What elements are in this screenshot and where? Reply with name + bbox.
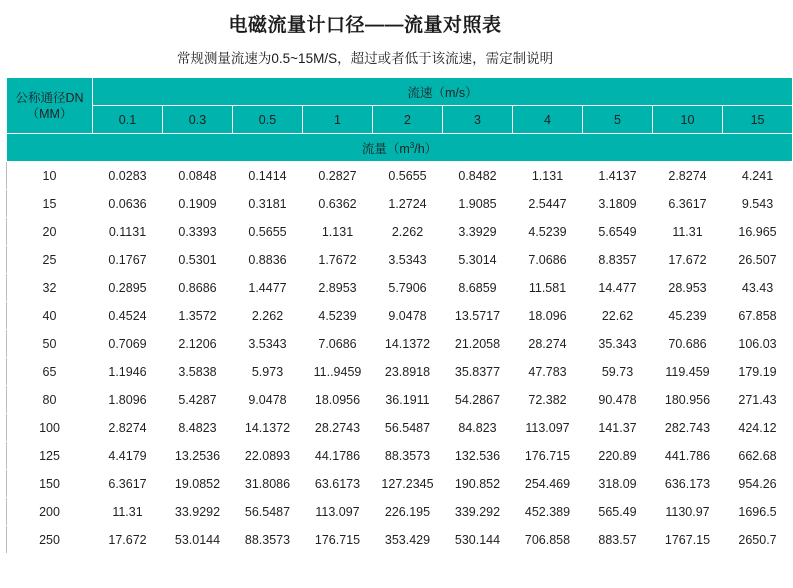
cell-flow: 6.3617 [93, 470, 163, 498]
cell-flow: 0.3393 [163, 218, 233, 246]
cell-flow: 662.68 [723, 442, 793, 470]
table-row [7, 386, 793, 414]
cell-flow: 3.5343 [373, 246, 443, 274]
dn-label-line2: （MM） [26, 106, 73, 121]
cell-flow: 11.31 [653, 218, 723, 246]
cell-flow: 56.5487 [373, 414, 443, 442]
cell-flow: 5.4287 [163, 386, 233, 414]
cell-flow: 353.429 [373, 526, 443, 554]
table-row [7, 330, 793, 358]
cell-flow: 0.3181 [233, 190, 303, 218]
cell-flow: 220.89 [583, 442, 653, 470]
cell-dn: 125 [7, 442, 93, 470]
cell-dn: 250 [7, 526, 93, 554]
cell-flow: 318.09 [583, 470, 653, 498]
cell-dn: 15 [7, 190, 93, 218]
cell-flow: 13.2536 [163, 442, 233, 470]
cell-flow: 8.6859 [443, 274, 513, 302]
cell-flow: 176.715 [303, 526, 373, 554]
cell-flow: 113.097 [303, 498, 373, 526]
cell-flow: 45.239 [653, 302, 723, 330]
cell-flow: 441.786 [653, 442, 723, 470]
cell-flow: 3.5838 [163, 358, 233, 386]
cell-flow: 4.5239 [303, 302, 373, 330]
cell-flow: 11..9459 [303, 358, 373, 386]
table-row [7, 302, 793, 330]
column-header-velocity-4: 2 [373, 106, 443, 134]
cell-flow: 59.73 [583, 358, 653, 386]
cell-flow: 17.672 [93, 526, 163, 554]
cell-dn: 80 [7, 386, 93, 414]
cell-flow: 28.274 [513, 330, 583, 358]
column-header-velocity-1: 0.3 [163, 106, 233, 134]
cell-flow: 1.9085 [443, 190, 513, 218]
cell-flow: 954.26 [723, 470, 793, 498]
column-header-velocity-8: 10 [653, 106, 723, 134]
cell-flow: 1.7672 [303, 246, 373, 274]
column-group-header-flow [7, 134, 793, 162]
cell-flow: 452.389 [513, 498, 583, 526]
cell-flow: 33.9292 [163, 498, 233, 526]
cell-flow: 14.1372 [373, 330, 443, 358]
cell-flow: 18.0956 [303, 386, 373, 414]
table-row [7, 526, 793, 554]
cell-dn: 40 [7, 302, 93, 330]
cell-flow: 119.459 [653, 358, 723, 386]
cell-flow: 4.241 [723, 162, 793, 190]
cell-flow: 22.62 [583, 302, 653, 330]
cell-flow: 0.1131 [93, 218, 163, 246]
velocity-values-row [7, 106, 793, 134]
table-row [7, 470, 793, 498]
cell-flow: 127.2345 [373, 470, 443, 498]
cell-flow: 21.2058 [443, 330, 513, 358]
cell-flow: 35.343 [583, 330, 653, 358]
cell-flow: 11.581 [513, 274, 583, 302]
cell-flow: 53.0144 [163, 526, 233, 554]
cell-dn: 10 [7, 162, 93, 190]
page-title: 电磁流量计口径——流量对照表 [228, 15, 502, 36]
cell-flow: 636.173 [653, 470, 723, 498]
table-row [7, 190, 793, 218]
cell-flow: 4.4179 [93, 442, 163, 470]
cell-dn: 20 [7, 218, 93, 246]
cell-flow: 2.262 [373, 218, 443, 246]
cell-flow: 3.1809 [583, 190, 653, 218]
cell-flow: 72.382 [513, 386, 583, 414]
cell-flow: 43.43 [723, 274, 793, 302]
table-row [7, 414, 793, 442]
cell-flow: 1.131 [303, 218, 373, 246]
cell-flow: 113.097 [513, 414, 583, 442]
cell-flow: 0.2895 [93, 274, 163, 302]
cell-flow: 5.7906 [373, 274, 443, 302]
cell-flow: 1.1946 [93, 358, 163, 386]
cell-flow: 176.715 [513, 442, 583, 470]
cell-flow: 13.5717 [443, 302, 513, 330]
cell-flow: 706.858 [513, 526, 583, 554]
cell-flow: 19.0852 [163, 470, 233, 498]
cell-flow: 530.144 [443, 526, 513, 554]
cell-flow: 36.1911 [373, 386, 443, 414]
cell-flow: 1.2724 [373, 190, 443, 218]
cell-dn: 100 [7, 414, 93, 442]
cell-flow: 1.131 [513, 162, 583, 190]
cell-flow: 0.8482 [443, 162, 513, 190]
cell-flow: 0.1767 [93, 246, 163, 274]
cell-flow: 23.8918 [373, 358, 443, 386]
cell-flow: 70.686 [653, 330, 723, 358]
cell-flow: 5.973 [233, 358, 303, 386]
flow-label-exponent: 3 [409, 140, 415, 150]
cell-flow: 18.096 [513, 302, 583, 330]
cell-flow: 2.8274 [653, 162, 723, 190]
cell-flow: 132.536 [443, 442, 513, 470]
cell-flow: 5.3014 [443, 246, 513, 274]
table-row [7, 358, 793, 386]
column-group-header-velocity: 流速（m/s） [93, 78, 793, 106]
cell-flow: 1.3572 [163, 302, 233, 330]
cell-flow: 28.953 [653, 274, 723, 302]
cell-flow: 0.5655 [233, 218, 303, 246]
cell-dn: 200 [7, 498, 93, 526]
table-row [7, 498, 793, 526]
table-row [7, 162, 793, 190]
cell-flow: 0.0636 [93, 190, 163, 218]
cell-flow: 56.5487 [233, 498, 303, 526]
cell-flow: 339.292 [443, 498, 513, 526]
cell-flow: 190.852 [443, 470, 513, 498]
column-header-velocity-6: 4 [513, 106, 583, 134]
page-subtitle: 常规测量流速为0.5~15M/S，超过或者低于该流速，需定制说明 [176, 51, 554, 66]
cell-flow: 8.8357 [583, 246, 653, 274]
cell-flow: 3.3929 [443, 218, 513, 246]
cell-flow: 17.672 [653, 246, 723, 274]
cell-flow: 0.8686 [163, 274, 233, 302]
flow-comparison-table [6, 77, 793, 554]
flow-label-prefix: 流量（m [361, 141, 410, 156]
column-header-dn [7, 78, 93, 134]
cell-flow: 14.1372 [233, 414, 303, 442]
table-row [7, 442, 793, 470]
cell-dn: 25 [7, 246, 93, 274]
cell-dn: 50 [7, 330, 93, 358]
cell-flow: 35.8377 [443, 358, 513, 386]
column-header-velocity-7: 5 [583, 106, 653, 134]
cell-flow: 31.8086 [233, 470, 303, 498]
column-header-velocity-3: 1 [303, 106, 373, 134]
cell-dn: 32 [7, 274, 93, 302]
cell-flow: 0.4524 [93, 302, 163, 330]
cell-flow: 7.0686 [303, 330, 373, 358]
cell-flow: 106.03 [723, 330, 793, 358]
cell-flow: 8.4823 [163, 414, 233, 442]
cell-flow: 90.478 [583, 386, 653, 414]
cell-flow: 9.543 [723, 190, 793, 218]
column-header-velocity-0: 0.1 [93, 106, 163, 134]
cell-flow: 2.8953 [303, 274, 373, 302]
cell-dn: 65 [7, 358, 93, 386]
cell-flow: 0.1414 [233, 162, 303, 190]
column-header-velocity-9: 15 [723, 106, 793, 134]
cell-flow: 16.965 [723, 218, 793, 246]
cell-flow: 88.3573 [373, 442, 443, 470]
cell-flow: 0.5301 [163, 246, 233, 274]
cell-flow: 3.5343 [233, 330, 303, 358]
cell-flow: 26.507 [723, 246, 793, 274]
table-body [7, 162, 793, 554]
cell-flow: 271.43 [723, 386, 793, 414]
cell-dn: 150 [7, 470, 93, 498]
cell-flow: 6.3617 [653, 190, 723, 218]
cell-flow: 2.1206 [163, 330, 233, 358]
cell-flow: 0.2827 [303, 162, 373, 190]
cell-flow: 179.19 [723, 358, 793, 386]
cell-flow: 28.2743 [303, 414, 373, 442]
cell-flow: 84.823 [443, 414, 513, 442]
cell-flow: 44.1786 [303, 442, 373, 470]
cell-flow: 1.8096 [93, 386, 163, 414]
cell-flow: 9.0478 [233, 386, 303, 414]
cell-flow: 565.49 [583, 498, 653, 526]
cell-flow: 0.0283 [93, 162, 163, 190]
cell-flow: 254.469 [513, 470, 583, 498]
column-header-velocity-2: 0.5 [233, 106, 303, 134]
cell-flow: 0.7069 [93, 330, 163, 358]
cell-flow: 0.5655 [373, 162, 443, 190]
cell-flow: 7.0686 [513, 246, 583, 274]
cell-flow: 22.0893 [233, 442, 303, 470]
table-header [7, 78, 793, 162]
cell-flow: 1.4477 [233, 274, 303, 302]
cell-flow: 47.783 [513, 358, 583, 386]
cell-flow: 1.4137 [583, 162, 653, 190]
table-row [7, 274, 793, 302]
cell-flow: 0.6362 [303, 190, 373, 218]
cell-flow: 88.3573 [233, 526, 303, 554]
cell-flow: 9.0478 [373, 302, 443, 330]
cell-flow: 0.8836 [233, 246, 303, 274]
cell-flow: 2.8274 [93, 414, 163, 442]
cell-flow: 4.5239 [513, 218, 583, 246]
column-header-velocity-5: 3 [443, 106, 513, 134]
cell-flow: 282.743 [653, 414, 723, 442]
cell-flow: 1696.5 [723, 498, 793, 526]
cell-flow: 2650.7 [723, 526, 793, 554]
cell-flow: 67.858 [723, 302, 793, 330]
table-row [7, 246, 793, 274]
table-row [7, 218, 793, 246]
cell-flow: 424.12 [723, 414, 793, 442]
cell-flow: 2.5447 [513, 190, 583, 218]
cell-flow: 0.0848 [163, 162, 233, 190]
cell-flow: 226.195 [373, 498, 443, 526]
cell-flow: 11.31 [93, 498, 163, 526]
dn-label-line1: 公称通径DN [15, 90, 84, 105]
cell-flow: 180.956 [653, 386, 723, 414]
cell-flow: 14.477 [583, 274, 653, 302]
cell-flow: 5.6549 [583, 218, 653, 246]
cell-flow: 2.262 [233, 302, 303, 330]
cell-flow: 883.57 [583, 526, 653, 554]
cell-flow: 1130.97 [653, 498, 723, 526]
cell-flow: 141.37 [583, 414, 653, 442]
cell-flow: 63.6173 [303, 470, 373, 498]
cell-flow: 54.2867 [443, 386, 513, 414]
flow-label-suffix: /h） [414, 141, 438, 156]
cell-flow: 0.1909 [163, 190, 233, 218]
cell-flow: 1767.15 [653, 526, 723, 554]
